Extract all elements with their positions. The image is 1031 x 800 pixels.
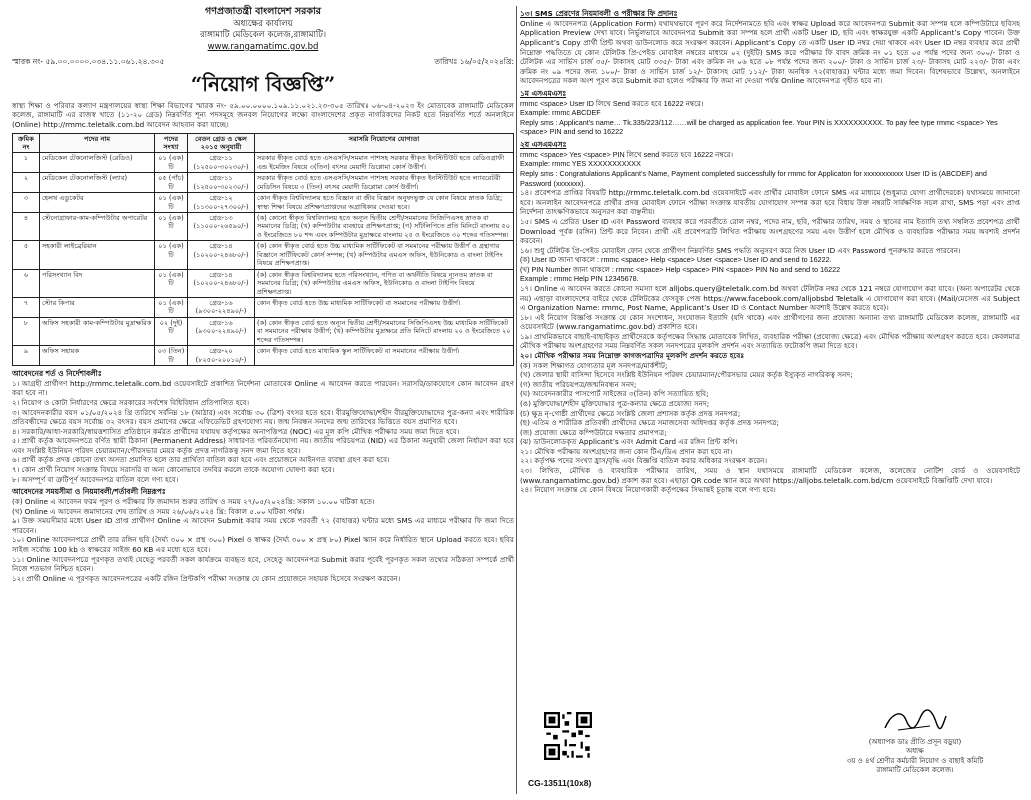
col-header-pay: বেতন গ্রেড ও স্কেল ২০১৫ অনুযায়ী [188,133,255,153]
signatory-institution: রাঙ্গামাটি মেডিকেল কলেজ। [876,766,954,775]
cell-post: পরিসংখ্যান বিদ [40,269,155,297]
condition-item: ৮। অসম্পূর্ণ বা ত্রুটিপূর্ণ আবেদনপত্র বাতিল বলে গণ্য হবে। [12,474,179,484]
cell-post: সহকারী লাইব্রেরিয়ান [40,241,155,269]
sms-heading: ১৩। SMS প্রেরণের নিয়মাবলী ও পরীক্ষার ফি প্রদানঃ [520,9,678,18]
online-rule: (খ) Online এ আবেদন জমাদানের শেষ তারিখ ও সময় ২৬/০৬/২০২৪ খ্রি: বিকাল ৫.০০ ঘটিকা পর্যন্ত। [12,506,305,516]
right-column [520,6,1020,495]
reference-line [12,57,514,67]
rule-18: ১৮। এই নিয়োগ বিজ্ঞপ্তি সংক্রান্ত যে কোন সংশোধন, সংযোজন ইত্যাদি (যদি থাকে) এবং প্রার্থীগণের জন্য প্রযোজ্য অন্যান্য তথ্য রাঙ্গামাটি মেডিকেল কলেজ, রাঙ্গামাটি এর ওয়েবসাইটে (www.rangamatimc.gov.bd) প্রকাশিত হবে। [520,312,1020,332]
cell-pay: গ্রেড-২০ (৮২৫০-২০০১০/-) [188,346,255,366]
cell-count: ০৩ (তিন) টি [155,346,188,366]
table-row [13,346,514,366]
rule-16: ১৬। শুধু টেলিটক প্রি-পেইড মোবাইল ফোন থেকে প্রার্থীগণ নিম্নবর্ণিত SMS পদ্ধতি অনুসরণ করে নিজ User ID এবং Password পুনরুদ্ধার করতে পারবেন। [520,245,961,255]
table-row [13,269,514,297]
col-header-post: পদের নাম [40,133,155,153]
cell-count: ০১ (এক) টি [155,241,188,269]
office-name: অধ্যক্ষের কার্যালয় [233,18,293,29]
condition-item: ১। আগ্রহী প্রার্থীগণ http://rmmc.teletalk.com.bd ওয়েবসাইটে প্রকাশিত নির্দেশনা মোতাবেক Online এ আবেদন করতে পারবেন। সরাসরি/ডাকযোগে কোন আবেদন গ্রহণ করা হবে না। [12,378,514,398]
govt-name: গণপ্রজাতন্ত্রী বাংলাদেশ সরকার [205,6,321,17]
table-row [13,173,514,193]
online-rule: ৯। উক্ত সময়সীমার মধ্যে User ID প্রাপ্ত প্রার্থীগণ Online এ আবেদন Submit করার সময় থেকে পরবর্তী ৭২ (বাহাত্তর) ঘন্টার মধ্যে SMS এর মাধ্যমে পরীক্ষার ফি জমা দিতে পারবেন। [12,516,514,535]
table-row [13,241,514,269]
cell-qualification: (ক) কোনো স্বীকৃত বিশ্ববিদ্যালয় হতে অন্যূন দ্বিতীয় শ্রেণী/সমমানের সিজিপিএসহ স্নাতক বা সমমানের ডিগ্রি; (খ) কম্পিউটার ব্যবহারে প্রশিক্ষণপ্রাপ্ত; (গ) সাঁটলিপিতে প্রতি মিনিটে বাংলায় ৫০ ও ইংরেজিতে ৮০ শব্দ এবং কম্পিউটার মুদ্রাক্ষরে বাংলায় ২৫ ও ইংরেজিতে ৩০ শব্দের গতিসম্পন্ন। [255,213,514,241]
cell-serial: ২ [13,173,40,193]
letterhead [12,6,514,53]
cell-qualification: (ক) কোন স্বীকৃত বোর্ড হতে অন্যূন দ্বিতীয় শ্রেণী/সমমানের সিজিপিএসহ উচ্চ মাধ্যমিক সার্টিফিকেট বা সমমানের পরীক্ষায় উত্তীর্ণ; (খ) কম্পিউটার মুদ্রাক্ষরে প্রতি মিনিটে বাংলায় ২০ ও ইংরেজিতে ২০ শব্দের গতিসম্পন্ন। [255,317,514,345]
footer [520,706,1020,796]
qr-code-icon[interactable] [544,712,592,760]
cell-qualification: (ক) কোন স্বীকৃত বিশ্ববিদ্যালয় হতে পরিসংখ্যান, গণিত বা অর্থনীতি বিষয়ে ন্যূনতম স্নাতক বা সমমানের ডিগ্রি; (খ) কম্পিউটার এমএস অফিস, ইউনিকোড ও বাংলা টাইপিং বিষয়ে প্রশিক্ষণপ্রাপ্ত। [255,269,514,297]
condition-item: ৬। প্রার্থী কর্তৃক প্রদত্ত কোনো তথ্য অসত্য প্রমাণিত হলে তার প্রার্থিতা বাতিল করা হবে এবং প্রয়োজনে আইনগত ব্যবস্থা গ্রহণ করা হবে। [12,455,390,465]
document-item: (ছ) এতিম ও শারীরিক প্রতিবন্ধী প্রার্থীদের ক্ষেত্রে সমাজসেবা অধিদপ্তর কর্তৃক প্রদত্ত সনদপত্র; [520,418,779,428]
cell-post: অফিস সহায়ক [40,346,155,366]
sms-intro: Online এ আবেদনপত্র (Application Form) যথাযথভাবে পূরণ করে নির্দেশনামতে ছবি এবং স্বাক্ষর Upload করে আবেদনপত্র Submit করা সম্পন্ন হলে কম্পিউটারে ছবিসহ Application Preview দেখা যাবে। নির্ভুলভাবে আবেদনপত্র Submit করা সম্পন্ন হলে প্রার্থী একটি User ID, ছবি এবং স্বাক্ষরযুক্ত একটি Applicant’s Copy পাবেন। উক্ত Applicant’s Copy প্রার্থী প্রিন্ট অথবা ডাউনলোড করে সংরক্ষণ করবেন। Applicant’s Copy তে একটি User ID নম্বর দেয়া থাকবে এবং User ID নম্বর ব্যবহার করে প্রার্থী নিম্নোক্ত পদ্ধতিতে যে কোন টেলিটক প্রি-পেইড মোবাইল নম্বরের মাধ্যমে ০২ (দুইটি) SMS করে পরীক্ষার ফি বাবদ ক্রমিক নং ০১ হতে ০৫ পর্যন্ত পদের জন্য ৩০০/- টাকা ও টেলিটক এর সার্ভিস চার্জ ৩৫/- টাকাসহ মোট ৩৩৫/- টাকা এবং ক্রমিক নং ০৬ হতে ০৮ পর্যন্ত পদের জন্য ২০০/- টাকা ও সার্ভিস চার্জ ২৩/- টাকাসহ মোট ২২৩/- টাকা এবং ক্রমিক নং ০৯ পদের জন্য ১০০/- টাকা ও সার্ভিস চার্জ ১২/- টাকাসহ মোট ১১২/- টাকা অনধিক ৭২(বাহাত্তর) ঘন্টার মধ্যে জমা দিবেন। বিশেষভাবে উল্লেখ্য, অনলাইনে আবেদনপত্রের সকল অংশ পূরণ করে Submit করা হলেও পরীক্ষার ফি জমা না দেওয়া পর্যন্ত Online আবেদনপত্র গৃহীত হবে না। [520,18,1020,86]
rule-20-heading: ২০। মৌখিক পরীক্ষার সময় নিম্নোক্ত কাগজপত্রাদির মূলকপি প্রদর্শন করতে হবেঃ [520,351,745,361]
recover-line: (ক) User ID জানা থাকলে : rmmc <space> Help <space> User <space> User ID and send to 16222. [520,255,832,265]
table-row [13,317,514,345]
rule-21: ২১। মৌখিক পরীক্ষায় অংশগ্রহণের জন্য কোন টিএ/ডিএ প্রদান করা হবে না। [520,446,733,456]
website-link[interactable]: www.rangamatimc.gov.bd [207,41,319,52]
cell-count: ০১ (এক) টি [155,213,188,241]
cell-post: স্টোর কিপার [40,297,155,317]
sms2-line: rmmc <space> Yes <space> PIN লিখে send করতে হবে 16222 নম্বরে। [520,149,734,159]
rule-14: ১৪। প্রবেশপত্র প্রাপ্তির বিষয়টি http://rmmc.teletalk.com.bd ওয়েবসাইটে এবং প্রার্থীর মোবাইল ফোনে SMS এর মাধ্যমে (শুধুমাত্র যোগ্য প্রার্থীদেরকে) যথাসময়ে জানানো হবে। অনলাইন আবেদনপত্রে প্রার্থীর প্রদত্ত মোবাইল ফোনে পরীক্ষা সংক্রান্ত যাবতীয় যোগাযোগ সম্পন্ন করা হবে বিধায় উক্ত নম্বরটি সার্বক্ষণিক সচল রাখা, SMS পড়া এবং প্রাপ্ত নির্দেশনা তাৎক্ষণিকভাবে অনুসরণ করা বাঞ্ছনীয়। [520,188,1020,217]
cell-post: মেডিকেল টেকনোলজিস্ট (রেডিও) [40,153,155,173]
cell-qualification: কোন স্বীকৃত বোর্ড হতে উচ্চ মাধ্যমিক সার্টিফিকেট বা সমমানের পরীক্ষায় উত্তীর্ণ। [255,297,514,317]
sms1-line: rmmc <space> User ID লিখে Send করতে হবে 16222 নম্বরে। [520,98,704,108]
cell-serial: ৬ [13,269,40,297]
cg-code: CG-13511(10x8) [528,778,592,788]
table-row [13,213,514,241]
cell-serial: ৫ [13,241,40,269]
condition-item: ৩। আবেদনকারীর বয়স ০১/০৫/২০২৪ খ্রি তারিখে সর্বনিম্ন ১৮ (আঠার) এবং সর্বোচ্চ ৩০ (ত্রিশ) বৎসর হতে হবে। বীরমুক্তিযোদ্ধা/শহীদ বীরমুক্তিযোদ্ধাদের পুত্র-কন্যা এবং শারীরিক প্রতিবন্ধীদের ক্ষেত্রে বয়স সর্বোচ্চ ৩২ বৎসর। বয়স প্রমাণের ক্ষেত্রে এফিডেভিট গ্রহণযোগ্য নয়। জন্ম নিবন্ধন সনদের জন্ম তারিখের ভিত্তিতে বয়স প্রমাণিত হবে। [12,407,514,427]
cell-pay: গ্রেড-১২ (১১৩০০-২৭৩০০/-) [188,193,255,213]
cell-pay: গ্রেড-১৪ (১০২০০-২৪৬৮০/-) [188,241,255,269]
cell-post: অফিস সহকারী কাম-কম্পিউটার মুদ্রাক্ষরিক [40,317,155,345]
cell-pay: গ্রেড-১৩ (১১০০০-২৬৫৯০/-) [188,213,255,241]
cell-serial: ৮ [13,317,40,345]
cell-pay: গ্রেড-১১ (১২৫০০-৩০২৩০/-) [188,173,255,193]
condition-item: ২। নিয়োগ ও কোটা নির্ধারণের ক্ষেত্রে সরকারের সর্বশেষ বিধিবিধান প্রতিপালিত হবে। [12,398,250,408]
conditions-heading: আবেদনের শর্ত ও নির্দেশাবলীঃ [12,369,102,379]
col-header-serial: ক্রমিক নং [13,133,40,153]
cell-serial: ৯ [13,346,40,366]
notice-title: “নিয়োগ বিজ্ঞপ্তি” [190,72,336,97]
cell-pay: গ্রেড-১৪ (১০২০০-২৪৬৮০/-) [188,269,255,297]
condition-item: ৫। প্রার্থী কর্তৃক আবেদনপত্রে বর্ণিত স্থায়ী ঠিকানা (Permanent Address) সাধারণত পরিবর্তনযোগ্য নয়। জাতীয় পরিচয়পত্র (NID) এর ঠিকানা অনুযায়ী জেলা নির্ধারণ করা হবে এবং সংশ্লিষ্ট ইউনিয়ন পরিষদ চেয়ারম্যান/পৌরসভার মেয়র কর্তৃক প্রদত্ত নাগরিকত্ব সনদ জমা দিতে হবে। [12,436,514,455]
condition-item: ৭। কোন প্রার্থী নিয়োগ সংক্রান্ত বিষয়ে সরাসরি বা অন্য কোনোভাবে তদবির করলে তাকে অযোগ্য ঘোষণা করা হবে। [12,465,335,475]
document-item: (ঙ) মুক্তিযোদ্ধা/শহীদ মুক্তিযোদ্ধার পুত্র-কন্যার ক্ষেত্রে প্রযোজ্য সনদ; [520,398,710,408]
signature-icon [880,706,950,736]
sms1-line: Reply sms : Applicant’s name… Tk.335/223/112……will be charged as application fee. Your PIN is XXXXXXXXXX. To pay fee type rmmc <space> Yes <space> PIN and send to 16222 [520,117,998,137]
col-header-count: পদের সংখ্যা [155,133,188,153]
document-item: (ক) সকল শিক্ষাগত যোগ্যতার মূল সনদপত্র/মার্কশীট; [520,360,668,370]
memo-number: স্মারক নং- ৫৯.০০.০০০০.০৩৪.১১.০৬১.২৪.৩০৫ [12,57,165,67]
online-rule: (ক) Online এ আবেদন ফরম পূরণ ও পরীক্ষার ফি জমাদান শুরুর তারিখ ও সময় ২৭/০৫/২০২৪খ্রি: সকাল ১০.০০ ঘটিকা হতে। [12,497,375,507]
online-heading: আবেদনের সময়সীমা ও নিয়মাবলী/শর্তাবলী নিম্নরূপঃ [12,487,166,497]
cell-pay: গ্রেড-১১ (১২৫০০-৩০২৩০/-) [188,153,255,173]
condition-item: ৪। সরকারি/আধা-সরকারি/স্বায়ত্তশাসিত প্রতিষ্ঠানে কর্মরত প্রার্থীদের যথাযথ কর্তৃপক্ষের অনাপত্তিপত্র (NOC) এর মূল কপি মৌখিক পরীক্ষার সময় জমা দিতে হবে। [12,426,460,436]
cell-qualification: কোন স্বীকৃত বোর্ড হতে মাধ্যমিক স্কুল সার্টিফিকেট বা সমমানের পরীক্ষায় উত্তীর্ণ। [255,346,514,366]
cell-pay: গ্রেড-১৬ (৯৩০০-২২৪৯০/-) [188,317,255,345]
rule-17: ১৭। Online এ আবেদন করতে কোনো সমস্যা হলে alljobs.query@teletalk.com.bd অথবা টেলিটক নম্বর থেকে 121 নম্বরে যোগাযোগ করা যাবে। (অন্য অপারেটর থেকে নয়) এছাড়া বাংলাদেশের বাইরে থেকে টেলিটকের ফেসবুক পেজ https://www.facebook.com/alljobsbd Teletalk এ যোগাযোগ করা যাবে। (Mail/মেসেজ এর Subject এ Organization Name: rmmc, Post Name, Applicant’s User ID ও Contact Number অবশ্যই উল্লেখ করতে হবে)। [520,283,1020,313]
rule-24: ২৪। নিয়োগ সংক্রান্ত যে কোন বিষয়ে নিয়োগকারী কর্তৃপক্ষের সিদ্ধান্তই চূড়ান্ত বলে গণ্য হবে। [520,485,776,495]
sms2-line: Example: rmmc YES XXXXXXXXXXX [520,159,641,169]
online-rule: ১২। প্রার্থী Online এ পূরণকৃত আবেদনপত্রের একটি রঙ্গিন প্রিন্টকপি পরীক্ষা সংক্রান্ত যে কোন প্রয়োজনে সহায়ক হিসেবে সংরক্ষণ করবেন। [12,573,401,583]
recover-line: Example : rmmc Help PIN 12345678. [520,274,639,284]
table-row [13,193,514,213]
online-rule: ১০। Online আবেদনপত্রে প্রার্থী তার রঙ্গিন ছবি (দৈর্ঘ্য ৩০০ × প্রস্থ ৩০০) Pixel ও স্বাক্ষর (দৈর্ঘ্য ৩০০ × প্রস্থ ৮০) Pixel স্ক্যান করে নির্ধারিত স্থানে Upload করতে হবে। ছবির সাইজ সর্বোচ্চ 100 kb ও স্বাক্ষরের সাইজ 60 KB এর মধ্যে হতে হবে। [12,535,514,554]
cell-qualification: (ক) কোন স্বীকৃত বোর্ড হতে উচ্চ মাধ্যমিক সার্টিফিকেট বা সমমানের পরীক্ষায় উত্তীর্ণ ও গ্রন্থাগার বিজ্ঞানে সার্টিফিকেট কোর্স সম্পন্ন; (খ) কম্পিউটার এমএস অফিস, ইউনিকোড ও বাংলা টাইপিং বিষয়ে প্রশিক্ষণপ্রাপ্ত। [255,241,514,269]
cell-count: ০১ (এক) টি [155,193,188,213]
rule-19: ১৯। প্রাথমিকভাবে বাছাই-বাছাইকৃত প্রার্থীদেরকে কর্তৃপক্ষের সিদ্ধান্ত মোতাবেক লিখিত, ব্যবহারিক পরীক্ষা (প্রযোজ্য ক্ষেত্রে) এবং মৌখিক পরীক্ষায় অংশগ্রহণ করতে হবে। কেবলমাত্র মৌখিক পরীক্ষায় অংশগ্রহণের সময় নিম্নবর্ণিত সকল সনদপত্রের মূলকপি প্রদর্শন এবং সত্যায়িত ফটোকপি জমা দিতে হবে। [520,331,1020,351]
posts-table [12,133,514,367]
column-divider [516,6,517,794]
intro-paragraph: স্বাস্থ্য শিক্ষা ও পরিবার কল্যাণ মন্ত্রণালয়ের স্বাস্থ্য শিক্ষা বিভাগের স্মারক নং- ৫৯.০০.০০০০.১০৯.১১.০২১.২৩-৩০৫ তারিখঃ ০৬-০৪-২০২৩ ইং মোতাবেক রাঙ্গামাটি মেডিকেল কলেজ, রাঙ্গামাটি এর রাজস্ব খাতে (১১-২০ গ্রেড) নিম্নবর্ণিত শূন্য পদসমূহে জনবল নিয়োগের লক্ষ্যে বাংলাদেশের প্রকৃত নাগরিকদের নিকট হতে নিম্নবর্ণিত শর্তে অনলাইনে (Online) http://rmmc.teletalk.com.bd আবেদন আহবান করা যাচ্ছে। [12,100,514,129]
document-item: (ঘ) আবেদনকারীর পাসপোর্ট সাইজের ৩(তিন) কপি সত্যায়িত ছবি; [520,389,709,399]
left-column [12,6,514,583]
cell-post: মেডিকেল টেকনোলজিস্ট (ল্যাব) [40,173,155,193]
document-item: (খ) জেলার স্থায়ী বাসিন্দা হিসেবে সংশ্লিষ্ট ইউনিয়ন পরিষদ চেয়ারম্যান/পৌরসভার মেয়র কর্তৃক ইস্যুকৃত নাগরিকত্ব সনদ; [520,370,853,380]
signatory-name: (অধ্যাপক ডাঃ প্রীতি প্রসূন বড়ুয়া) [868,738,962,746]
rule-15: ১৫। SMS এ প্রেরিত User ID এবং Password ব্যবহার করে পরবর্তীতে রোল নম্বর, পদের নাম, ছবি, পরীক্ষার তারিখ, সময় ও স্থানের নাম ইত্যাদি তথ্য সম্বলিত প্রবেশপত্র প্রার্থী Download পূর্বক (রঙ্গিন) প্রিন্ট করে নিবেন। প্রার্থী এই প্রবেশপত্রটি লিখিত পরীক্ষায় অংশগ্রহণের সময় এবং উত্তীর্ণ হলে মৌখিক ও ব্যবহারিক পরীক্ষার সময় অবশ্যই প্রদর্শন করবেন। [520,216,1020,246]
cell-count: ০১ (এক) টি [155,269,188,297]
cell-post: স্টেনোগ্রাফার-কাম-কম্পিউটার অপারেটর [40,213,155,241]
document-item: (জ) প্রযোজ্য ক্ষেত্রে কম্পিউটারে দক্ষতার প্রমাণপত্র; [520,427,667,437]
sms1-heading: ১ম এসএমএসঃ [520,88,567,98]
signature-block [820,706,1010,776]
college-name: রাঙ্গামাটি মেডিকেল কলেজ,রাঙ্গামাটি। [200,30,326,41]
cell-qualification: কোন স্বীকৃত বিশ্ববিদ্যালয় হতে বিজ্ঞান বা জীব বিজ্ঞান অনুষদভুক্ত যে কোন বিষয়ে স্নাতক ডিগ্রি; স্বাস্থ্য শিক্ষা বিষয়ে প্রশিক্ষণপ্রাপ্তদের অগ্রাধিকার দেওয়া হবে। [255,193,514,213]
cell-serial: ৭ [13,297,40,317]
cell-serial: ৪ [13,213,40,241]
cell-serial: ১ [13,153,40,173]
cell-qualification: সরকার স্বীকৃত বোর্ড হতে এসএসসি/সমমান পাশসহ সরকার স্বীকৃত ইনস্টিটিউট হতে ল্যাবরেটরী মেডিসিন বিষয়ে ৩ (তিন) বৎসর মেয়াদী ডিপ্লোমা কোর্স উত্তীর্ণ। [255,173,514,193]
memo-date: তারিখঃ ১৬/০৫/২০২৪খ্রি: [434,57,514,67]
cell-qualification: সরকার স্বীকৃত বোর্ড হতে এসএসসি/সমমান পাশসহ সরকার স্বীকৃত ইনস্টিটিউট হতে রেডিওগ্রাফী এন্ড ইমেজিং বিষয়ে ৩(তিন) বৎসর মেয়াদী ডিপ্লোমা কোর্স উত্তীর্ণ। [255,153,514,173]
sms2-heading: ২য় এসএমএসঃ [520,140,567,150]
recover-line: (খ) PIN Number জানা থাকলে : rmmc <space> Help <space> PIN <space> PIN No and send to 16222 [520,264,841,274]
cell-count: ০১ (এক) টি [155,153,188,173]
sms2-line: Reply sms : Congratulations Applicant’s Name, Payment completed successfully for rmmc for Applicaton for xxxxxxxxxxx User ID is (ABCDEF) and Password (xxxxxxx). [520,169,987,188]
sms1-line: Example: rmmc ABCDEF [520,108,601,118]
col-header-qualification: সরাসরি নিয়োগের যোগ্যতা [255,133,514,153]
cell-count: ০২ (দুই) টি [155,317,188,345]
cell-serial: ৩ [13,193,40,213]
cell-pay: গ্রেড-১৬ (৯৩০০-২২৪৯০/-) [188,297,255,317]
document-item: (চ) ক্ষুদ্র নৃ-গোষ্ঠী প্রার্থীদের ক্ষেত্রে সংশ্লিষ্ট জেলা প্রশাসক কর্তৃক প্রদত্ত সনদপত্র; [520,408,741,418]
document-item: (ঝ) ডাউনলোডকৃত Applicant’s এবং Admit Card এর রঙ্গিন প্রিন্ট কপি। [520,437,738,447]
signatory-title: অধ্যক্ষ [906,747,924,756]
table-row [13,297,514,317]
online-rule: ১১। Online আবেদনপত্রে পূরণকৃত তথ্যই যেহেতু পরবর্তী সকল কার্যক্রমে ব্যবহৃত হবে, সেহেতু আবেদনপত্র Submit করার পূর্বেই পূরণকৃত সকল তথ্যের সঠিকতা সম্পর্কে প্রার্থী নিজে শতভাগ নিশ্চিত হবেন। [12,554,514,574]
committee-name: ৩য় ও ৪র্থ শ্রেণীর কর্মচারী নিয়োগ ও বাছাই কমিটি [846,756,984,765]
table-row [13,153,514,173]
cell-count: ০১ (এক) টি [155,297,188,317]
document-item: (গ) জাতীয় পরিচয়পত্র/জন্মনিবন্ধন সনদ; [520,379,637,389]
table-header-row [13,133,514,153]
cell-post: হেলথ এডুকেটর [40,193,155,213]
rule-22: ২২। কর্তৃপক্ষ পদের সংখ্যা হ্রাস/বৃদ্ধি এবং বিজ্ঞপ্তি বাতিল করার অধিকার সংরক্ষণ করেন। [520,456,768,466]
rule-23: ২৩। লিখিত, মৌখিক ও ব্যবহারিক পরীক্ষার তারিখ, সময় ও স্থান যথাসময়ে রাঙ্গামাটি মেডিকেল কলেজ, কলেজের নোটিশ বোর্ড ও ওয়েবসাইটে (www.rangamatimc.gov.bd) প্রকাশ করা হবে। এছাড়া QR code স্ক্যান করে অথবা https://alljobs.teletalk.com.bd/cm ওয়েবসাইটে বিজ্ঞপ্তিটি দেখা যাবে। [520,465,1020,485]
cell-count: ০৫ (পাঁচ) টি [155,173,188,193]
